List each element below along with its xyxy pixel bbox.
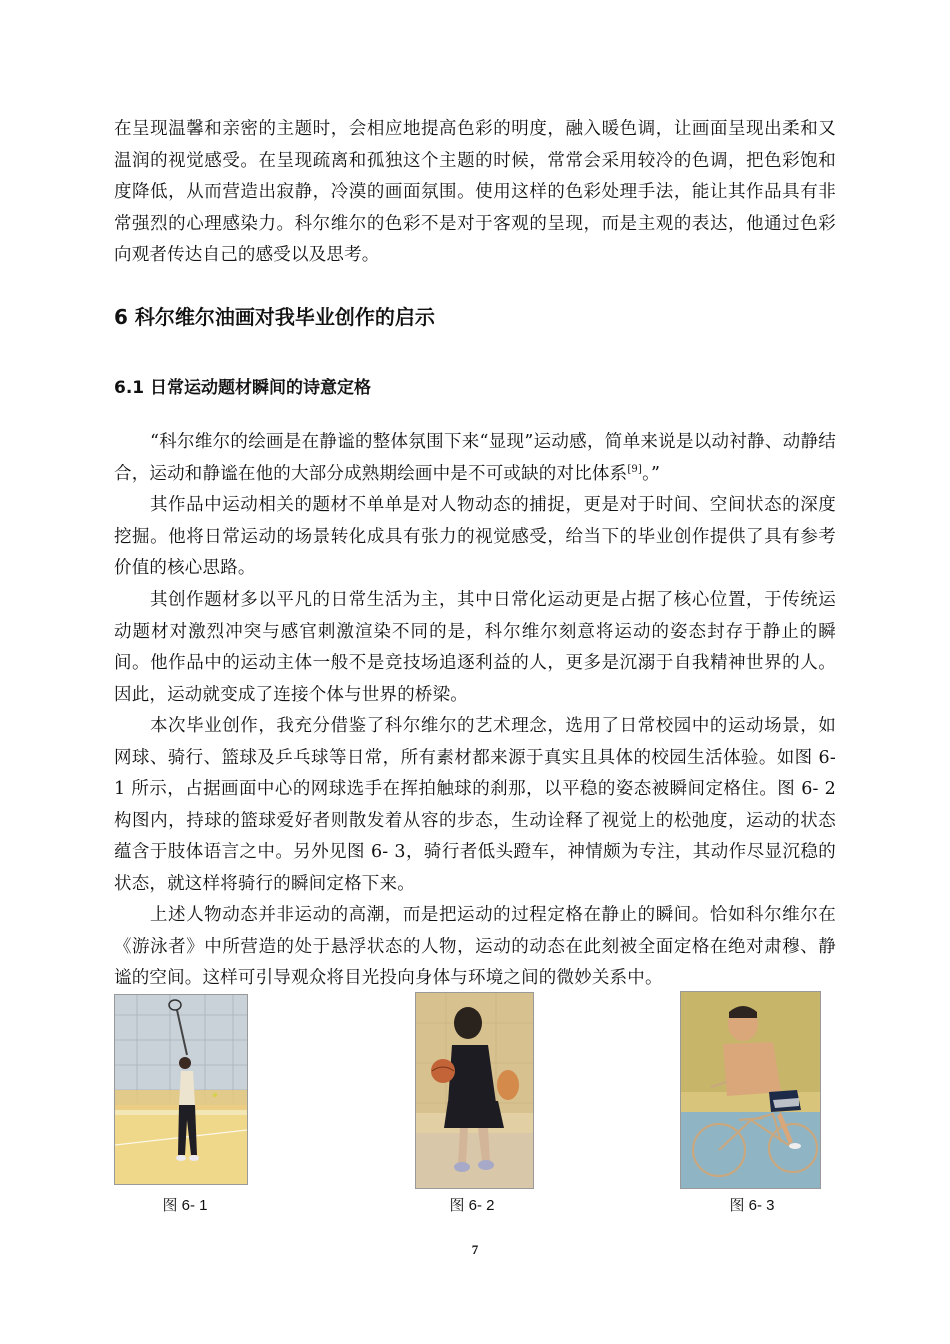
body-paragraph-4: 上述人物动态并非运动的高潮，而是把运动的过程定格在静止的瞬间。恰如科尔维尔在《游泳者》中所营造的处于悬浮状态的人物，运动的动态在此刻被全面定格在绝对肃穆、静谧的空间。这样可引导观众将目光投向身体与环境之间的微妙关系中。 bbox=[114, 905, 836, 988]
section-heading: 6 科尔维尔油画对我毕业创作的启示 bbox=[114, 305, 435, 329]
figure-tennis-painting bbox=[114, 994, 248, 1185]
figure-basketball-painting bbox=[415, 992, 534, 1189]
quote-text: “科尔维尔的绘画是在静谧的整体氛围下来“显现”运动感，简单来说是以动衬静、动静结合，运动和静谧在他的大部分成熟期绘画中是不可或缺的对比体系 bbox=[114, 432, 836, 484]
body-paragraph-intro: 在呈现温馨和亲密的主题时，会相应地提高色彩的明度，融入暖色调，让画面呈现出柔和又温润的视觉感受。在呈现疏离和孤独这个主题的时候，常常会采用较冷的色调，把色彩饱和度降低，从而营造出寂静，冷漠的画面氛围。使用这样的色彩处理手法，能让其作品具有非常强烈的心理感染力。科尔维尔的色彩不是对于客观的呈现，而是主观的表达，他通过色彩向观者传达自己的感受以及思考。 bbox=[114, 119, 836, 265]
page-number: 7 bbox=[471, 1242, 479, 1257]
figure-caption-1: 图 6- 1 bbox=[162, 1197, 208, 1214]
body-paragraph-3: 本次毕业创作，我充分借鉴了科尔维尔的艺术理念，选用了日常校园中的运动场景，如网球、骑行、篮球及乒乓球等日常，所有素材都来源于真实且具体的校园生活体验。如图 6- 1 所示，占据画面中心的网球选手在挥拍触球的刹那，以平稳的姿态被瞬间定格住。图 6- 2 构图内，持球的篮球爱好者则散发着从容的步态，生动诠释了视觉上的松弛度，运动的状态蕴含于肢体语言之中。另外见图 6- 3，骑行者低头蹬车，神情颇为专注，其动作尽显沉稳的状态，就这样将骑行的瞬间定格下来。 bbox=[114, 716, 836, 894]
body-paragraph-1: 其作品中运动相关的题材不单单是对人物动态的捕捉，更是对于时间、空间状态的深度挖掘。他将日常运动的场景转化成具有张力的视觉感受，给当下的毕业创作提供了具有参考价值的核心思路。 bbox=[114, 495, 836, 578]
quote-tail: 。” bbox=[642, 463, 661, 484]
subsection-heading: 6.1 日常运动题材瞬间的诗意定格 bbox=[114, 378, 372, 398]
figure-cyclist-painting bbox=[680, 991, 821, 1189]
figure-caption-3: 图 6- 3 bbox=[729, 1197, 775, 1214]
citation-marker: [9] bbox=[627, 463, 643, 475]
body-paragraph-2: 其创作题材多以平凡的日常生活为主，其中日常化运动更是占据了核心位置，于传统运动题材对激烈冲突与感官刺激渲染不同的是，科尔维尔刻意将运动的姿态封存于静止的瞬间。他作品中的运动主体一般不是竞技场追逐利益的人，更多是沉溺于自我精神世界的人。因此，运动就变成了连接个体与世界的桥梁。 bbox=[114, 590, 836, 705]
quote-paragraph bbox=[114, 427, 836, 490]
figure-caption-2: 图 6- 2 bbox=[449, 1197, 495, 1214]
